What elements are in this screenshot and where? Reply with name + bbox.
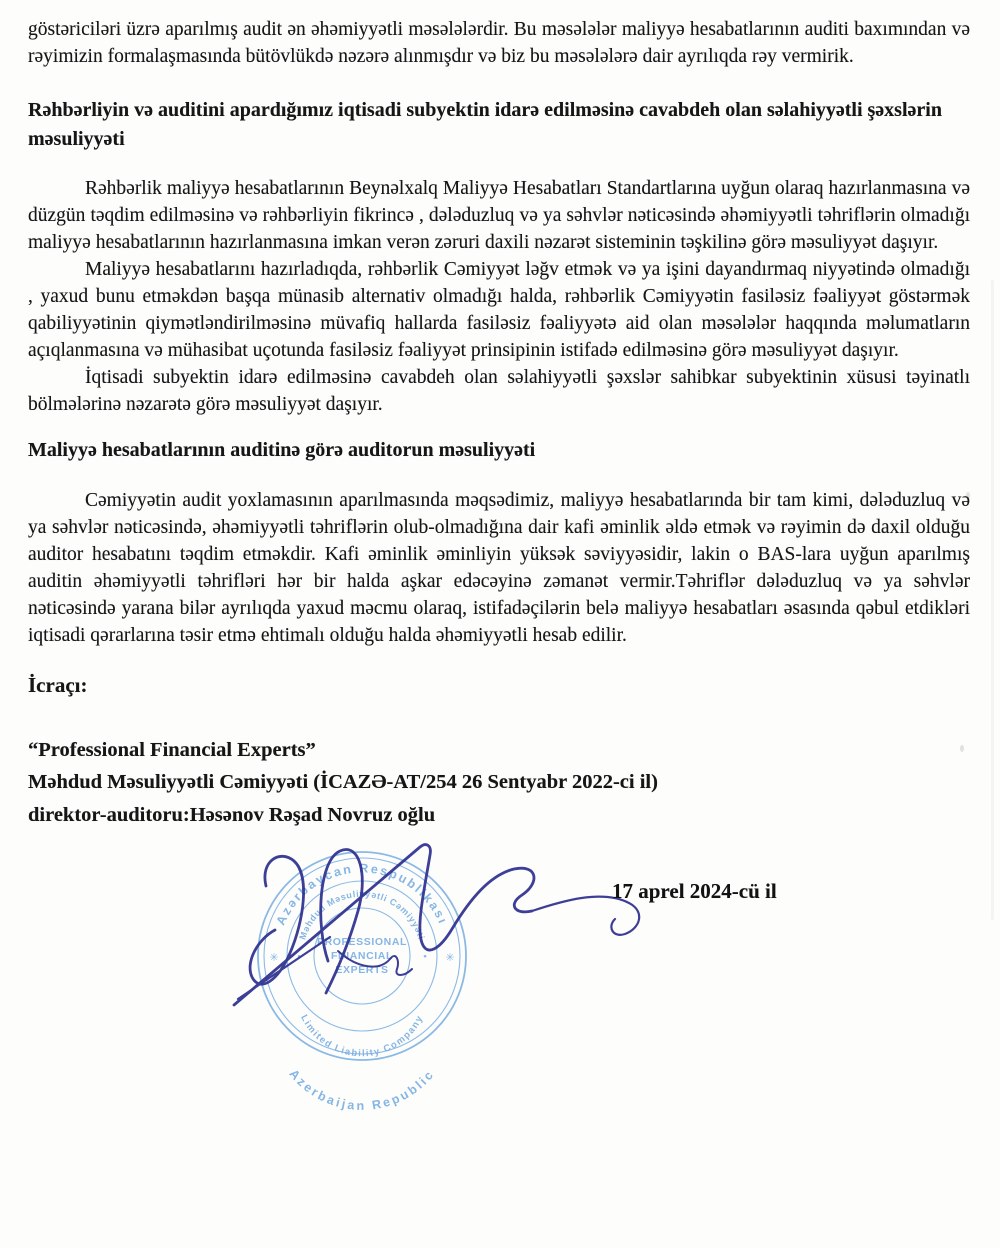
stamp-textpath-outer-bottom: Azerbaijan Republic — [286, 1066, 438, 1113]
signature-stroke-underline — [238, 937, 330, 999]
signature-area — [28, 831, 970, 1113]
paragraph-management-2: Maliyyə hesabatlarını hazırladıqda, rəhbərlik Cəmiyyət ləğv etmək və ya işini dayandırmaq niyyətində olmadığı , yaxud bunu etməkdən başqa münasib alternativ olmadığı halda, rəhbərlik Cəmiyyətin fasiləsiz fəaliyyət göstərmək qabiliyyətinin qiymətləndirilməsinə müvafiq hallarda fasiləsiz fəaliyyətə aid olan məsələlər haqqında məlumatların açıqlanmasına və mühasibat uçotunda fasiləsiz fəaliyyət prinsipinin istifadə edilməsinə görə məsuliyyət daşıyır. — [28, 259, 970, 361]
stamp-textpath-inner-bottom: Limited Liability Company — [298, 1013, 426, 1060]
intro-paragraph: göstəriciləri üzrə aparılmış audit ən əhəmiyyətli məsələlərdir. Bu məsələlər maliyyə hesabatlarının auditi baxımından və rəyimizin formalaşmasında bütövlükdə nəzərə alınmışdır və biz bu məsələlərə dair ayrılıqda rəy vermirik. — [28, 19, 970, 67]
company-entity-license: Məhdud Məsuliyyətli Cəmiyyəti (İCAZƏ-AT/254 26 Sentyabr 2022-ci il) — [28, 771, 658, 793]
scan-speck — [960, 745, 964, 752]
stamp-textpath-outer-top: Azərbaycan Respublikası — [273, 861, 451, 928]
stamp-star-right-icon: ✳ — [445, 952, 455, 964]
section-heading-auditor-responsibility: Maliyyə hesabatlarının auditinə görə auditorun məsuliyyəti — [28, 439, 536, 461]
stamp-center-line2: FINANCIAL — [331, 950, 393, 962]
report-date: 17 aprel 2024-cü il — [612, 879, 777, 903]
scan-speck — [966, 492, 970, 499]
stamp-and-signature-graphic — [28, 831, 970, 1113]
stamp-textpath-inner-top: Məhdud Məsuliyyətli Cəmiyyəti — [297, 888, 427, 941]
paragraph-auditor-1: Cəmiyyətin audit yoxlamasının aparılmasında məqsədimiz, maliyyə hesabatlarında bir tam kimi, dələduzluq və ya səhvlər nəticəsində, əhəmiyyətli təhriflərin olub-olmadığına dair kafi əminlik əldə etmək və rəyimin də daxil olduğu auditor hesabatını təqdim etməkdir. Kafi əminlik əminliyin yüksək səviyyəsidir, lakin o BAS-lara uyğun aparılmış auditin əhəmiyyətli təhrifləri hər bir halda aşkar edəcəyinə zəmanət vermir.Təhriflər dələduzluq və ya səhvlər nəticəsində yarana bilər ayrılıqda yaxud məcmu olaraq, istifadəçilərin belə maliyyə hesabatları əsasında qəbul etdikləri iqtisadi qərarlarına təsir etmə ehtimalı olduğu halda əhəmiyyətli hesab edilir. — [28, 489, 970, 646]
stamp-dot-right-icon: • — [423, 951, 427, 963]
scan-edge-artifact — [991, 280, 994, 920]
paragraph-management-3: İqtisadi subyektin idarə edilməsinə cavabdeh olan səlahiyyətli şəxslər sahibkar subyektinin xüsusi təyinatlı bölmələrinə nəzarətə görə məsuliyyət daşıyır. — [28, 367, 970, 415]
paragraph-management-1: Rəhbərlik maliyyə hesabatlarının Beynəlxalq Maliyyə Hesabatları Standartlarına uyğun olaraq hazırlanmasına və düzgün təqdim edilməsinə və rəhbərliyin fikrincə , dələduzluq və ya səhvlər nəticəsində əhəmiyyətli təhriflərin olmadığı maliyyə hesabatlarının hazırlanmasına imkan verən zəruri daxili nəzarət sisteminin təşkilinə görə məsuliyyət daşıyır. — [28, 178, 970, 253]
company-name: “Professional Financial Experts” — [28, 738, 316, 761]
executor-label: İcraçı: — [28, 672, 88, 697]
stamp-center-line1: PROFESSIONAL — [316, 936, 408, 948]
section-heading-management-responsibility: Rəhbərliyin və auditini apardığımız iqtisadi subyektin idarə edilməsinə cavabdeh olan səlahiyyətli şəxslərin məsuliyyəti — [28, 99, 942, 150]
company-block — [28, 734, 970, 832]
stamp-text-inner-bottom — [298, 1013, 426, 1059]
stamp-dot-left-icon: • — [297, 951, 301, 963]
company-director: direktor-auditoru:Həsənov Rəşad Novruz oğlu — [28, 803, 436, 826]
stamp-star-left-icon: ✳ — [269, 952, 279, 964]
stamp-center-line3: EXPERTS — [335, 964, 389, 976]
stamp-text-outer-bottom — [286, 1067, 437, 1113]
